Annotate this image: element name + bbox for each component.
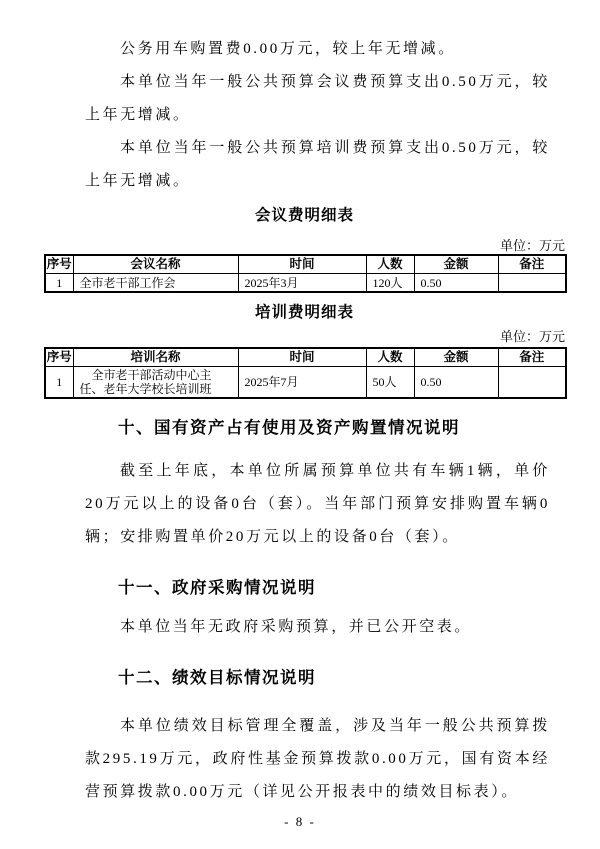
header-cell-time: 时间 [238, 348, 366, 367]
section-heading-gov-procurement: 十一、政府采购情况说明 [118, 579, 316, 597]
paragraph-performance-targets: 本单位绩效目标管理全覆盖，涉及当年一般公共预算拨款295.19万元，政府性基金预算拨款0.00万元，国有资本经营预算拨款0.00万元（详见公开报表中的绩效目标表）。 [85, 718, 550, 800]
header-cell-meeting-name: 会议名称 [73, 255, 238, 274]
cell-amount: 0.50 [414, 274, 498, 293]
section-body-performance-targets [85, 710, 550, 809]
cell-time: 2025年7月 [238, 367, 366, 399]
cell-meeting-name: 全市老干部工作会 [73, 274, 238, 293]
meeting-table-title: 会议费明细表 [254, 207, 354, 224]
header-cell-amount: 金额 [414, 255, 498, 274]
header-cell-amount: 金额 [414, 348, 498, 367]
training-table-unit-label: 单位：万元 [499, 329, 565, 344]
header-cell-index: 序号 [45, 348, 73, 367]
cell-index: 1 [45, 367, 73, 399]
header-cell-remark: 备注 [498, 255, 566, 274]
header-cell-time: 时间 [238, 255, 366, 274]
cell-amount: 0.50 [414, 367, 498, 399]
paragraph-training-fee: 本单位当年一般公共预算培训费预算支出0.50万元，较上年无增减。 [85, 140, 550, 189]
section-heading-state-assets: 十、国有资产占有使用及资产购置情况说明 [118, 419, 460, 437]
header-cell-index: 序号 [45, 255, 73, 274]
meeting-fee-table [44, 254, 567, 293]
training-table-header-row [45, 348, 566, 367]
cell-remark [498, 367, 566, 399]
cell-people: 120人 [366, 274, 414, 293]
meeting-table-unit-label: 单位：万元 [499, 238, 565, 253]
section-body-gov-procurement [85, 611, 550, 644]
training-table-row [45, 367, 566, 399]
cell-training-name: 全市老干部活动中心主任、老年大学校长培训班 [73, 367, 238, 399]
intro-paragraphs [85, 33, 550, 198]
paragraph-gov-procurement: 本单位当年无政府采购预算，并已公开空表。 [120, 619, 473, 635]
meeting-table-row [45, 274, 566, 293]
cell-people: 50人 [366, 367, 414, 399]
header-cell-people: 人数 [366, 348, 414, 367]
paragraph-meeting-fee: 本单位当年一般公共预算会议费预算支出0.50万元，较上年无增减。 [85, 74, 550, 123]
cell-time: 2025年3月 [238, 274, 366, 293]
paragraph-state-assets: 截至上年底，本单位所属预算单位共有车辆1辆，单价20万元以上的设备0台（套）。当年部门预算安排购置车辆0辆；安排购置单价20万元以上的设备0台（套）。 [85, 463, 550, 545]
training-fee-table [44, 347, 567, 399]
cell-remark [498, 274, 566, 293]
header-cell-remark: 备注 [498, 348, 566, 367]
section-heading-performance-targets: 十二、绩效目标情况说明 [118, 669, 316, 687]
cell-index: 1 [45, 274, 73, 293]
training-table-title: 培训费明细表 [254, 304, 354, 321]
meeting-table-header-row [45, 255, 566, 274]
paragraph-vehicle-purchase: 公务用车购置费0.00万元，较上年无增减。 [120, 41, 456, 57]
section-body-state-assets [85, 455, 550, 554]
page-number: - 8 - [284, 814, 316, 829]
header-cell-training-name: 培训名称 [73, 348, 238, 367]
header-cell-people: 人数 [366, 255, 414, 274]
